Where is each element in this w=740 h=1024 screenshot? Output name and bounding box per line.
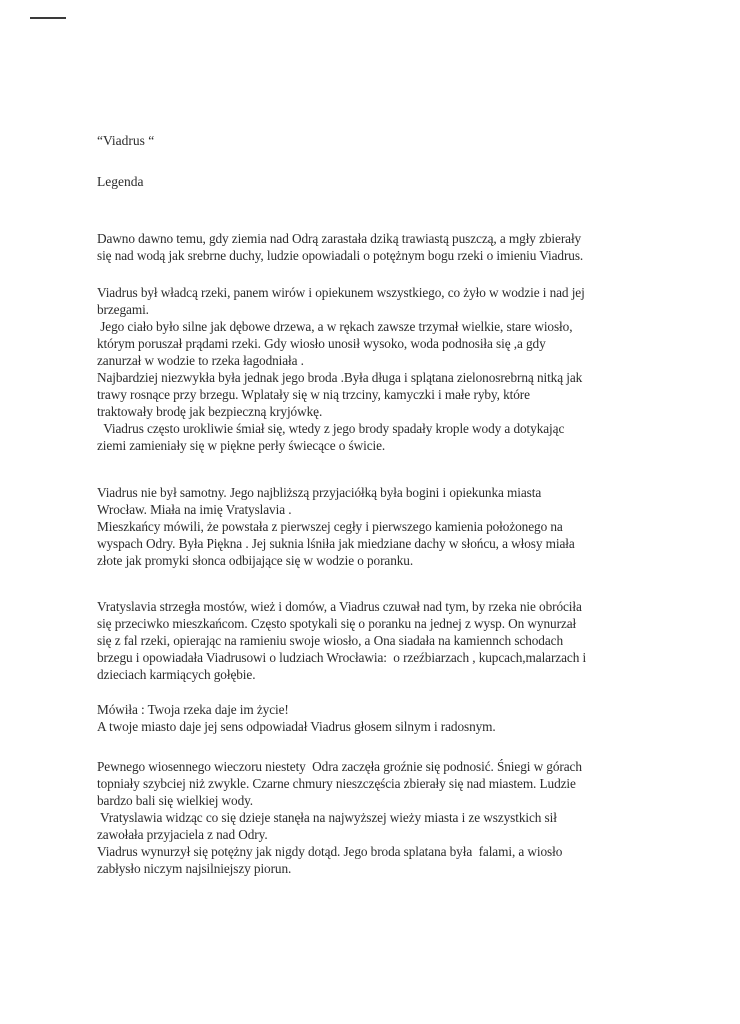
text-line: dzieciach karmiących gołębie.: [97, 667, 256, 682]
text-line: A twoje miasto daje jej sens odpowiadał Viadrus głosem silnym i radosnym.: [97, 719, 496, 734]
text-line: brzegami.: [97, 302, 149, 317]
text-line: się nad wodą jak srebrne duchy, ludzie opowiadali o potężnym bogu rzeki o imieniu Viadrus.: [97, 248, 584, 263]
text-line: Mieszkańcy mówili, że powstała z pierwszej cegły i pierwszego kamienia położonego na: [97, 519, 563, 534]
document-title: “Viadrus “: [97, 133, 155, 148]
text-line: złote jak promyki słonca odbijające się w wodzie o poranku.: [97, 553, 414, 568]
text-line: Dawno dawno temu, gdy ziemia nad Odrą zarastała dziką trawiastą puszczą, a mgły zbierały: [97, 231, 582, 246]
text-line: Najbardziej niezwykła była jednak jego broda .Była długa i splątana zielonosrebrną nitką jak: [97, 370, 583, 385]
text-line: topniały szybciej niż zwykle. Czarne chmury nieszczęścia zbierały się nad miastem. Ludzie: [97, 776, 576, 791]
text-line: Viadrus często urokliwie śmiał się, wtedy z jego brody spadały krople wody a dotykając: [97, 421, 565, 436]
text-line: Viadrus był władcą rzeki, panem wirów i opiekunem wszystkiego, co żyło w wodzie i nad jej: [97, 285, 585, 300]
text-line: się z fal rzeki, opierając na ramieniu swoje wiosło, a Ona siadała na kamiennch schodach: [97, 633, 564, 648]
text-line: zanurzał w wodzie to rzeka łagodniała .: [97, 353, 304, 368]
text-line: brzegu i opowiadała Viadrusowi o ludziach Wrocławia: o rzeźbiarzach , kupcach,malarzach i: [97, 650, 587, 665]
text-line: zabłysło niczym najsilniejszy piorun.: [97, 861, 292, 876]
text-line: Pewnego wiosennego wieczoru niestety Odra zaczęła groźnie się podnosić. Śniegi w górach: [97, 759, 582, 774]
text-line: się przeciwko mieszkańcom. Często spotykali się o poranku na jednej z wysp. On wynurzał: [97, 616, 577, 631]
text-line: Wrocław. Miała na imię Vratyslavia .: [97, 502, 292, 517]
text-line: wyspach Odry. Była Piękna . Jej suknia lśniła jak miedziane dachy w słońcu, a włosy miała: [97, 536, 575, 551]
text-line: Jego ciało było silne jak dębowe drzewa, a w rękach zawsze trzymał wielkie, stare wiosło,: [97, 319, 573, 334]
text-line: traktowały brodę jak bezpieczną kryjówkę.: [97, 404, 323, 419]
text-line: Vratyslavia strzegła mostów, wież i domów, a Viadrus czuwał nad tym, by rzeka nie obróciła: [97, 599, 582, 614]
text-line: bardzo bali się wielkiej wody.: [97, 793, 254, 808]
text-line: Viadrus nie był samotny. Jego najbliższą przyjaciółką była bogini i opiekunka miasta: [97, 485, 542, 500]
text-line: ziemi zamieniały się w piękne perły świecące o świcie.: [97, 438, 386, 453]
text-line: zawołała przyjaciela z nad Odry.: [97, 827, 268, 842]
document-subtitle: Legenda: [97, 174, 144, 189]
text-line: trawy rosnące przy brzegu. Wplatały się w nią trzciny, kamyczki i małe ryby, które: [97, 387, 530, 402]
text-line: Mówiła : Twoja rzeka daje im życie!: [97, 702, 289, 717]
text-line: którym poruszał prądami rzeki. Gdy wiosło unosił wysoko, woda podnosiła się ,a gdy: [97, 336, 546, 351]
text-line: Vratyslawia widząc co się dzieje stanęła na najwyższej wieży miasta i ze wszystkich sił: [97, 810, 557, 825]
text-line: Viadrus wynurzył się potężny jak nigdy dotąd. Jego broda splatana była falami, a wiosło: [97, 844, 563, 859]
